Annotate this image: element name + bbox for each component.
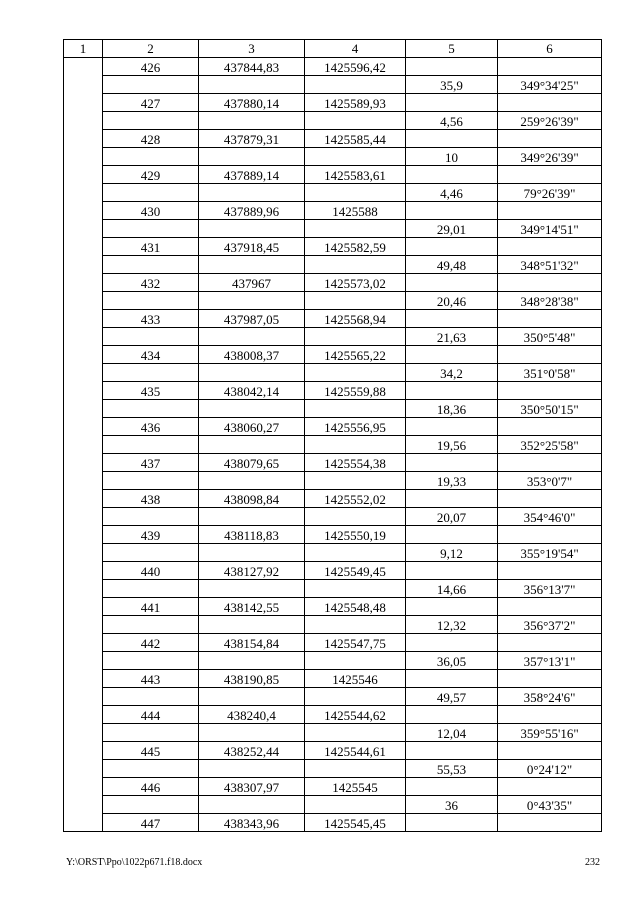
table-row <box>64 310 602 328</box>
angle-cell <box>498 814 602 832</box>
table-row <box>64 58 602 76</box>
length-cell <box>406 58 498 76</box>
table-row <box>64 472 602 490</box>
empty-cell <box>305 472 406 490</box>
column-header: 6 <box>498 40 602 58</box>
empty-cell <box>103 760 199 778</box>
y-coordinate-cell: 1425596,42 <box>305 58 406 76</box>
angle-cell <box>498 454 602 472</box>
length-cell: 34,2 <box>406 364 498 382</box>
y-coordinate-cell: 1425588 <box>305 202 406 220</box>
table-row <box>64 526 602 544</box>
table-row <box>64 490 602 508</box>
x-coordinate-cell: 437987,05 <box>199 310 305 328</box>
coordinates-table <box>63 39 602 832</box>
empty-cell <box>199 220 305 238</box>
length-cell <box>406 634 498 652</box>
angle-cell <box>498 526 602 544</box>
angle-cell: 0°24'12" <box>498 760 602 778</box>
angle-cell <box>498 238 602 256</box>
angle-cell <box>498 346 602 364</box>
angle-cell <box>498 670 602 688</box>
table-row <box>64 814 602 832</box>
table-row <box>64 292 602 310</box>
angle-cell: 349°34'25" <box>498 76 602 94</box>
table-row <box>64 580 602 598</box>
y-coordinate-cell: 1425545,45 <box>305 814 406 832</box>
table-row <box>64 508 602 526</box>
table-row <box>64 778 602 796</box>
empty-cell <box>199 760 305 778</box>
x-coordinate-cell: 438118,83 <box>199 526 305 544</box>
x-coordinate-cell: 437880,14 <box>199 94 305 112</box>
angle-cell <box>498 778 602 796</box>
x-coordinate-cell: 437879,31 <box>199 130 305 148</box>
y-coordinate-cell: 1425589,93 <box>305 94 406 112</box>
angle-cell: 349°26'39" <box>498 148 602 166</box>
angle-cell: 355°19'54" <box>498 544 602 562</box>
footer-file-path: Y:\ORST\Ppo\1022p671.f18.docx <box>66 857 203 868</box>
angle-cell: 359°55'16" <box>498 724 602 742</box>
empty-cell <box>199 364 305 382</box>
point-number-cell: 439 <box>103 526 199 544</box>
point-number-cell: 429 <box>103 166 199 184</box>
x-coordinate-cell: 438142,55 <box>199 598 305 616</box>
table-row <box>64 148 602 166</box>
x-coordinate-cell: 438042,14 <box>199 382 305 400</box>
empty-cell <box>305 220 406 238</box>
length-cell <box>406 418 498 436</box>
table-row <box>64 328 602 346</box>
table-row <box>64 670 602 688</box>
empty-cell <box>199 112 305 130</box>
empty-cell <box>305 616 406 634</box>
length-cell: 36 <box>406 796 498 814</box>
empty-cell <box>103 472 199 490</box>
column-header: 3 <box>199 40 305 58</box>
empty-cell <box>305 436 406 454</box>
point-number-cell: 440 <box>103 562 199 580</box>
x-coordinate-cell: 437967 <box>199 274 305 292</box>
point-number-cell: 436 <box>103 418 199 436</box>
angle-cell <box>498 562 602 580</box>
empty-cell <box>305 760 406 778</box>
point-number-cell: 437 <box>103 454 199 472</box>
x-coordinate-cell: 438190,85 <box>199 670 305 688</box>
angle-cell: 348°28'38" <box>498 292 602 310</box>
empty-cell <box>305 328 406 346</box>
angle-cell: 349°14'51" <box>498 220 602 238</box>
length-cell: 20,46 <box>406 292 498 310</box>
length-cell <box>406 814 498 832</box>
angle-cell <box>498 382 602 400</box>
angle-cell <box>498 634 602 652</box>
empty-cell <box>199 148 305 166</box>
table-row <box>64 742 602 760</box>
length-cell <box>406 346 498 364</box>
length-cell <box>406 454 498 472</box>
table-cell-col1 <box>64 58 103 832</box>
empty-cell <box>305 724 406 742</box>
y-coordinate-cell: 1425552,02 <box>305 490 406 508</box>
y-coordinate-cell: 1425544,61 <box>305 742 406 760</box>
empty-cell <box>199 580 305 598</box>
length-cell: 18,36 <box>406 400 498 418</box>
point-number-cell: 438 <box>103 490 199 508</box>
angle-cell <box>498 490 602 508</box>
table-row <box>64 382 602 400</box>
point-number-cell: 433 <box>103 310 199 328</box>
table-row <box>64 634 602 652</box>
x-coordinate-cell: 438154,84 <box>199 634 305 652</box>
length-cell: 35,9 <box>406 76 498 94</box>
length-cell <box>406 598 498 616</box>
empty-cell <box>305 112 406 130</box>
x-coordinate-cell: 438079,65 <box>199 454 305 472</box>
empty-cell <box>103 220 199 238</box>
empty-cell <box>103 544 199 562</box>
length-cell: 55,53 <box>406 760 498 778</box>
empty-cell <box>305 256 406 274</box>
table-row <box>64 130 602 148</box>
point-number-cell: 446 <box>103 778 199 796</box>
table-row <box>64 436 602 454</box>
angle-cell: 358°24'6" <box>498 688 602 706</box>
empty-cell <box>305 400 406 418</box>
table-body <box>64 58 602 832</box>
angle-cell: 79°26'39" <box>498 184 602 202</box>
point-number-cell: 441 <box>103 598 199 616</box>
length-cell: 49,57 <box>406 688 498 706</box>
angle-cell: 350°5'48" <box>498 328 602 346</box>
x-coordinate-cell: 438127,92 <box>199 562 305 580</box>
length-cell: 10 <box>406 148 498 166</box>
column-header: 4 <box>305 40 406 58</box>
angle-cell <box>498 130 602 148</box>
y-coordinate-cell: 1425548,48 <box>305 598 406 616</box>
table-row <box>64 112 602 130</box>
angle-cell: 0°43'35" <box>498 796 602 814</box>
table-row <box>64 544 602 562</box>
x-coordinate-cell: 438252,44 <box>199 742 305 760</box>
length-cell: 9,12 <box>406 544 498 562</box>
table-row <box>64 796 602 814</box>
x-coordinate-cell: 438240,4 <box>199 706 305 724</box>
angle-cell: 357°13'1" <box>498 652 602 670</box>
footer-page-number: 232 <box>585 857 600 868</box>
y-coordinate-cell: 1425573,02 <box>305 274 406 292</box>
point-number-cell: 435 <box>103 382 199 400</box>
x-coordinate-cell: 438343,96 <box>199 814 305 832</box>
angle-cell <box>498 202 602 220</box>
angle-cell: 350°50'15" <box>498 400 602 418</box>
empty-cell <box>305 148 406 166</box>
x-coordinate-cell: 438307,97 <box>199 778 305 796</box>
length-cell: 19,56 <box>406 436 498 454</box>
empty-cell <box>103 184 199 202</box>
length-cell: 21,63 <box>406 328 498 346</box>
length-cell <box>406 526 498 544</box>
empty-cell <box>199 796 305 814</box>
empty-cell <box>103 112 199 130</box>
table-row <box>64 706 602 724</box>
y-coordinate-cell: 1425549,45 <box>305 562 406 580</box>
y-coordinate-cell: 1425585,44 <box>305 130 406 148</box>
table-row <box>64 364 602 382</box>
angle-cell: 259°26'39" <box>498 112 602 130</box>
empty-cell <box>103 796 199 814</box>
empty-cell <box>199 472 305 490</box>
point-number-cell: 434 <box>103 346 199 364</box>
empty-cell <box>305 796 406 814</box>
point-number-cell: 447 <box>103 814 199 832</box>
length-cell <box>406 310 498 328</box>
angle-cell: 353°0'7" <box>498 472 602 490</box>
length-cell: 49,48 <box>406 256 498 274</box>
length-cell: 12,04 <box>406 724 498 742</box>
point-number-cell: 445 <box>103 742 199 760</box>
empty-cell <box>199 508 305 526</box>
table-row <box>64 76 602 94</box>
y-coordinate-cell: 1425556,95 <box>305 418 406 436</box>
angle-cell <box>498 94 602 112</box>
empty-cell <box>103 400 199 418</box>
empty-cell <box>103 652 199 670</box>
length-cell <box>406 202 498 220</box>
empty-cell <box>305 544 406 562</box>
y-coordinate-cell: 1425583,61 <box>305 166 406 184</box>
table-row <box>64 94 602 112</box>
empty-cell <box>199 688 305 706</box>
angle-cell: 352°25'58" <box>498 436 602 454</box>
empty-cell <box>305 688 406 706</box>
angle-cell <box>498 58 602 76</box>
length-cell: 20,07 <box>406 508 498 526</box>
x-coordinate-cell: 437918,45 <box>199 238 305 256</box>
table-row <box>64 418 602 436</box>
length-cell: 19,33 <box>406 472 498 490</box>
column-header: 5 <box>406 40 498 58</box>
empty-cell <box>103 616 199 634</box>
y-coordinate-cell: 1425545 <box>305 778 406 796</box>
empty-cell <box>103 328 199 346</box>
empty-cell <box>103 508 199 526</box>
y-coordinate-cell: 1425546 <box>305 670 406 688</box>
point-number-cell: 442 <box>103 634 199 652</box>
length-cell: 4,46 <box>406 184 498 202</box>
length-cell: 4,56 <box>406 112 498 130</box>
length-cell: 36,05 <box>406 652 498 670</box>
empty-cell <box>199 652 305 670</box>
table-row <box>64 562 602 580</box>
empty-cell <box>305 184 406 202</box>
empty-cell <box>199 76 305 94</box>
table-row <box>64 688 602 706</box>
point-number-cell: 430 <box>103 202 199 220</box>
empty-cell <box>103 580 199 598</box>
empty-cell <box>103 292 199 310</box>
point-number-cell: 431 <box>103 238 199 256</box>
y-coordinate-cell: 1425559,88 <box>305 382 406 400</box>
x-coordinate-cell: 438008,37 <box>199 346 305 364</box>
column-header: 2 <box>103 40 199 58</box>
table-row <box>64 598 602 616</box>
x-coordinate-cell: 437889,96 <box>199 202 305 220</box>
empty-cell <box>199 292 305 310</box>
empty-cell <box>199 256 305 274</box>
point-number-cell: 444 <box>103 706 199 724</box>
empty-cell <box>305 508 406 526</box>
table-row <box>64 760 602 778</box>
table-header-row <box>64 40 602 58</box>
y-coordinate-cell: 1425565,22 <box>305 346 406 364</box>
length-cell <box>406 706 498 724</box>
table-row <box>64 166 602 184</box>
angle-cell <box>498 418 602 436</box>
empty-cell <box>103 688 199 706</box>
y-coordinate-cell: 1425550,19 <box>305 526 406 544</box>
table-row <box>64 616 602 634</box>
angle-cell <box>498 274 602 292</box>
angle-cell <box>498 742 602 760</box>
table-row <box>64 220 602 238</box>
length-cell <box>406 166 498 184</box>
table-row <box>64 724 602 742</box>
angle-cell: 354°46'0" <box>498 508 602 526</box>
empty-cell <box>199 184 305 202</box>
x-coordinate-cell: 438060,27 <box>199 418 305 436</box>
y-coordinate-cell: 1425582,59 <box>305 238 406 256</box>
empty-cell <box>305 292 406 310</box>
table-row <box>64 202 602 220</box>
table-row <box>64 346 602 364</box>
empty-cell <box>103 436 199 454</box>
table-row <box>64 274 602 292</box>
empty-cell <box>305 76 406 94</box>
empty-cell <box>103 256 199 274</box>
angle-cell: 356°37'2" <box>498 616 602 634</box>
empty-cell <box>305 652 406 670</box>
angle-cell <box>498 706 602 724</box>
length-cell <box>406 562 498 580</box>
table-row <box>64 256 602 274</box>
length-cell <box>406 274 498 292</box>
point-number-cell: 443 <box>103 670 199 688</box>
empty-cell <box>103 148 199 166</box>
length-cell <box>406 238 498 256</box>
angle-cell: 356°13'7" <box>498 580 602 598</box>
y-coordinate-cell: 1425554,38 <box>305 454 406 472</box>
empty-cell <box>199 400 305 418</box>
point-number-cell: 432 <box>103 274 199 292</box>
angle-cell <box>498 598 602 616</box>
table-row <box>64 652 602 670</box>
length-cell <box>406 382 498 400</box>
empty-cell <box>199 544 305 562</box>
angle-cell: 348°51'32" <box>498 256 602 274</box>
length-cell: 14,66 <box>406 580 498 598</box>
table-row <box>64 184 602 202</box>
table-row <box>64 238 602 256</box>
x-coordinate-cell: 437844,83 <box>199 58 305 76</box>
length-cell: 12,32 <box>406 616 498 634</box>
angle-cell <box>498 310 602 328</box>
point-number-cell: 427 <box>103 94 199 112</box>
angle-cell <box>498 166 602 184</box>
table-row <box>64 454 602 472</box>
length-cell <box>406 130 498 148</box>
length-cell <box>406 94 498 112</box>
length-cell <box>406 490 498 508</box>
column-header: 1 <box>64 40 103 58</box>
empty-cell <box>199 328 305 346</box>
point-number-cell: 426 <box>103 58 199 76</box>
x-coordinate-cell: 437889,14 <box>199 166 305 184</box>
angle-cell: 351°0'58" <box>498 364 602 382</box>
empty-cell <box>103 364 199 382</box>
empty-cell <box>305 364 406 382</box>
length-cell <box>406 742 498 760</box>
y-coordinate-cell: 1425547,75 <box>305 634 406 652</box>
length-cell <box>406 778 498 796</box>
y-coordinate-cell: 1425544,62 <box>305 706 406 724</box>
empty-cell <box>305 580 406 598</box>
empty-cell <box>103 724 199 742</box>
point-number-cell: 428 <box>103 130 199 148</box>
length-cell <box>406 670 498 688</box>
empty-cell <box>199 724 305 742</box>
length-cell: 29,01 <box>406 220 498 238</box>
empty-cell <box>103 76 199 94</box>
y-coordinate-cell: 1425568,94 <box>305 310 406 328</box>
empty-cell <box>199 616 305 634</box>
empty-cell <box>199 436 305 454</box>
x-coordinate-cell: 438098,84 <box>199 490 305 508</box>
table-row <box>64 400 602 418</box>
